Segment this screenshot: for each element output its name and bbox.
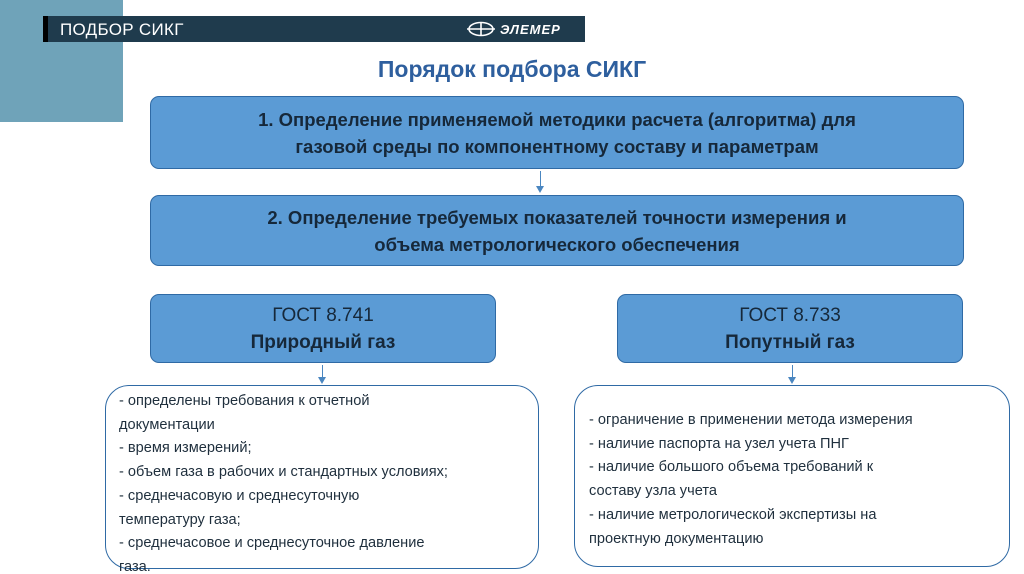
step-2-line-2: объема метрологического обеспечения [374,233,740,255]
natural-gas-requirements-list [105,385,539,574]
list-item: - среднечасовую и среднесуточную [119,487,360,504]
list-item: - объем газа в рабочих и стандартных условиях; [119,464,448,481]
list-item: составу узла учета [589,483,717,500]
gost-associated-gas-box [617,294,963,363]
step-1-line-2: газовой среды по компонентному составу и параметрам [295,135,819,157]
list-item: - наличие метрологической экспертизы на [589,506,877,523]
list-item: - определены требования к отчетной [119,393,370,409]
list-item: документации [119,416,215,433]
page-title: Порядок подбора СИКГ [377,56,647,82]
gost-standard-label: ГОСТ 8.741 [272,304,374,326]
list-item: - ограничение в применении метода измерения [589,412,913,428]
list-item: проектную документацию [589,530,764,547]
gas-type-label: Попутный газ [725,331,855,353]
gas-type-label: Природный газ [250,331,396,353]
list-item: газа. [119,558,151,574]
arrow-down-icon [792,365,793,378]
logo-text: ЭЛЕМЕР [500,21,561,37]
list-item: - наличие паспорта на узел учета ПНГ [589,435,849,452]
step-1-box [150,96,964,169]
logo-emblem-icon [466,21,496,37]
associated-gas-requirements-list [574,385,1010,567]
company-logo [466,18,581,40]
arrow-down-icon [540,171,541,187]
step-2-line-1: 2. Определение требуемых показателей точности измерения и [267,206,847,228]
list-item: - среднечасовое и среднесуточное давление [119,535,425,552]
step-1-line-1: 1. Определение применяемой методики расчета (алгоритма) для [258,108,856,130]
step-2-box [150,195,964,266]
list-item: - время измерений; [119,440,252,457]
list-item: - наличие большого объема требований к [589,459,874,476]
arrow-down-icon [322,365,323,378]
gost-natural-gas-box [150,294,496,363]
section-title: ПОДБОР СИКГ [60,20,184,39]
gost-standard-label: ГОСТ 8.733 [739,304,841,326]
list-item: температуру газа; [119,511,241,528]
